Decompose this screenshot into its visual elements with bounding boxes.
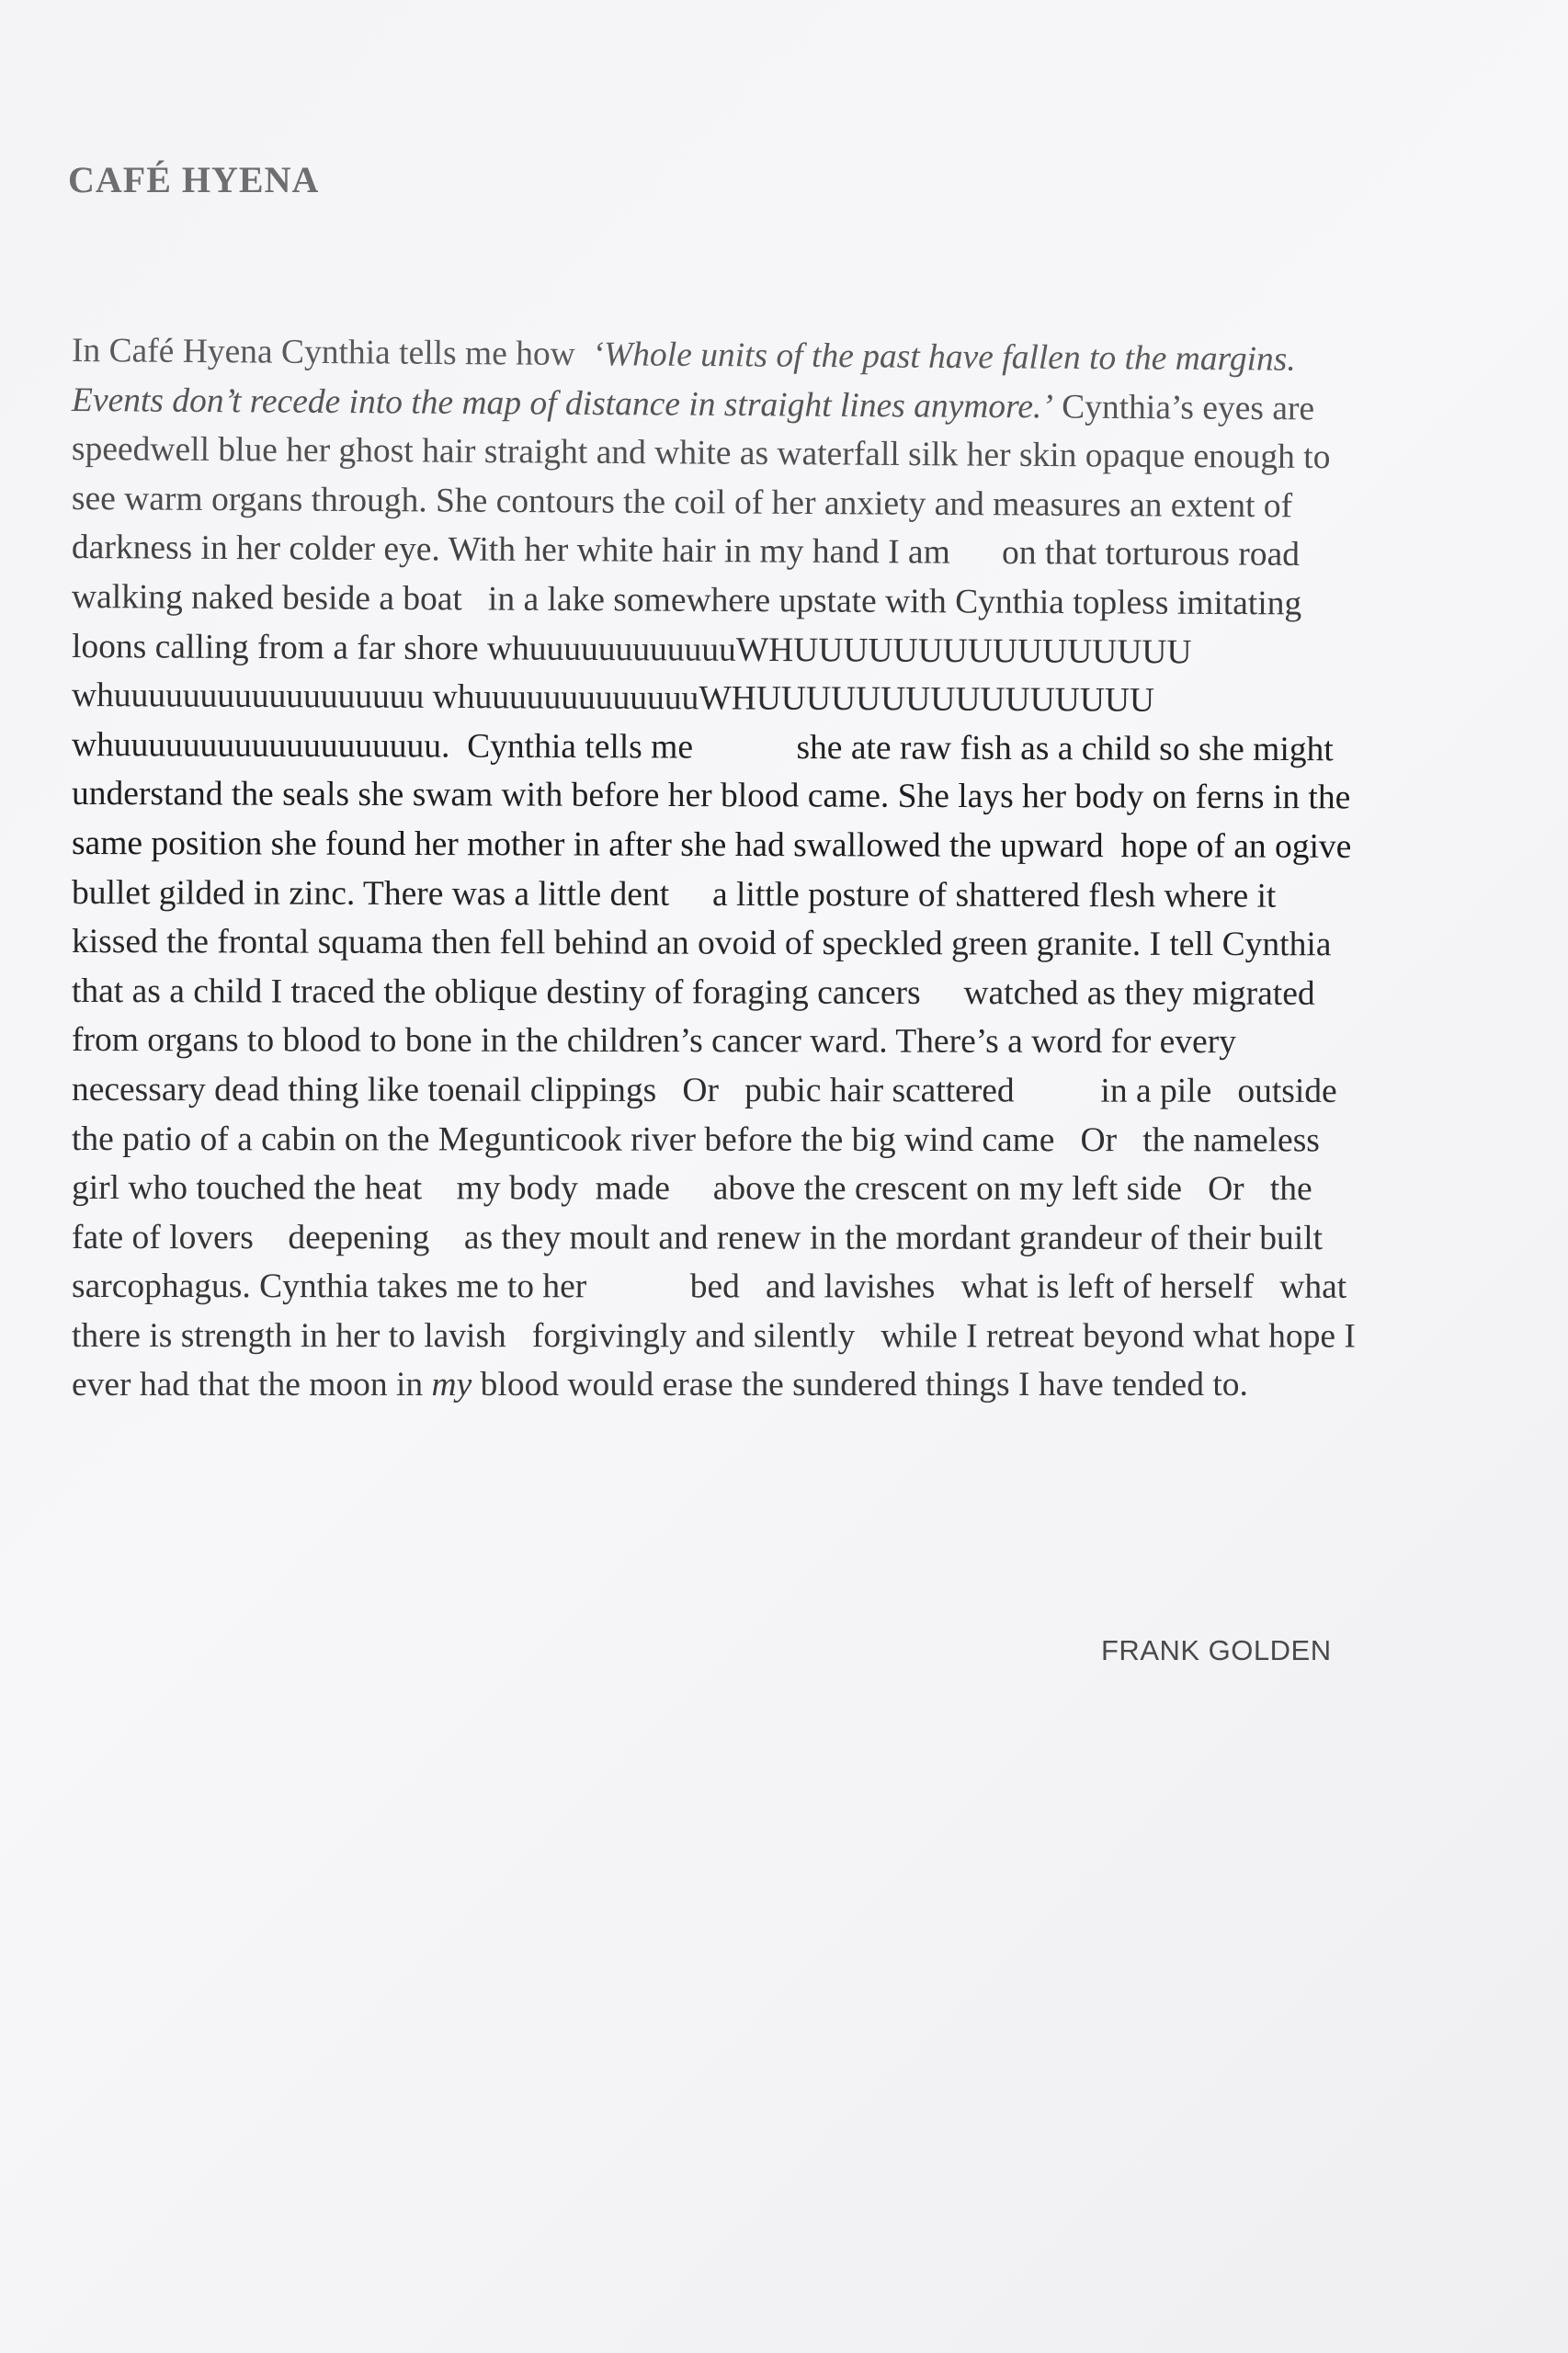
- poem-italic-text: my: [431, 1366, 472, 1404]
- poem-text: the patio of a cabin on the Megunticook river before the big wind came Or the nameless: [71, 1120, 1320, 1159]
- poem-line: [72, 1360, 1533, 1410]
- poem-italic-text: Events don’t recede into the map of distance in straight lines anymore.’: [71, 381, 1053, 426]
- poem-line: [72, 671, 1533, 727]
- poem-line: [72, 721, 1533, 776]
- poem-text: see warm organs through. She contours the coil of her anxiety and measures an extent of: [71, 479, 1293, 526]
- poem-line: [72, 1115, 1533, 1165]
- poem-line: [72, 573, 1533, 630]
- poem-text: whuuuuuuuuuuuuuuuuuuu. Cynthia tells me she ate raw fish as a child so she might: [71, 725, 1334, 769]
- poem-text: walking naked beside a boat in a lake somewhere upstate with Cynthia topless imitating: [71, 577, 1302, 623]
- poem-text: from organs to blood to bone in the children’s cancer ward. There’s a word for every: [71, 1021, 1237, 1062]
- poem-line: [72, 1164, 1533, 1214]
- author-name: FRANK GOLDEN: [1101, 1634, 1332, 1666]
- poem-line: [72, 1262, 1533, 1312]
- poem-line: [72, 967, 1533, 1019]
- poem-text: necessary dead thing like toenail clippings Or pubic hair scattered in a pile outside: [71, 1070, 1337, 1110]
- poem-text: darkness in her colder eye. With her white hair in my hand I am on that torturous road: [71, 529, 1301, 574]
- poem-text: understand the seals she swam with before her blood came. She lays her body on ferns in the: [71, 775, 1351, 817]
- poem-text: whuuuuuuuuuuuuuuuuuu whuuuuuuuuuuuuuWHUUUUUUUUUUUUUUUU: [71, 676, 1155, 720]
- poem-text: kissed the frontal squama then fell behind an ovoid of speckled green granite. I tell Cynthia: [71, 923, 1332, 964]
- poem-line: [72, 1065, 1533, 1117]
- poem-line: [72, 1016, 1533, 1067]
- poem-text: that as a child I traced the oblique destiny of foraging cancers watched as they migrated: [71, 972, 1315, 1013]
- poem-text: loons calling from a far shore whuuuuuuuuuuuuWHUUUUUUUUUUUUUUUU: [71, 627, 1192, 671]
- poem-line: [72, 1312, 1533, 1361]
- poem-text: same position she found her mother in after she had swallowed the upward hope of an ogive: [71, 824, 1352, 866]
- poem-text: girl who touched the heat my body made above the crescent on my left side Or the: [71, 1169, 1312, 1209]
- poem-body: [72, 326, 1533, 1410]
- poem-text: ever had that the moon in: [71, 1366, 432, 1404]
- poem-title: CAFÉ HYENA: [68, 159, 320, 200]
- poem-line: [72, 769, 1533, 824]
- poem-text: bullet gilded in zinc. There was a little dent a little posture of shattered flesh where it: [71, 873, 1277, 915]
- poem-line: [72, 869, 1533, 922]
- poem-text: sarcophagus. Cynthia takes me to her bed and lavishes what is left of herself what: [71, 1267, 1347, 1307]
- poem-text: In Café Hyena Cynthia tells me how: [71, 332, 593, 374]
- poem-line: [72, 917, 1533, 970]
- poem-text: fate of lovers deepening as they moult and renew in the mordant grandeur of their built: [71, 1218, 1324, 1257]
- poem-line: [72, 523, 1533, 581]
- poem-line: [72, 622, 1533, 679]
- poem-text: speedwell blue her ghost hair straight and white as waterfall silk her skin opaque enough to: [71, 430, 1331, 477]
- poem-text: blood would erase the sundered things I have tended to.: [472, 1366, 1248, 1404]
- poem-text: there is strength in her to lavish forgivingly and silently while I retreat beyond what hope I: [71, 1316, 1356, 1356]
- poem-italic-text: ‘Whole units of the past have fallen to the margins.: [592, 335, 1296, 379]
- poem-text: Cynthia’s eyes are: [1052, 388, 1315, 428]
- poem-line: [72, 1213, 1533, 1264]
- poem-line: [72, 819, 1533, 872]
